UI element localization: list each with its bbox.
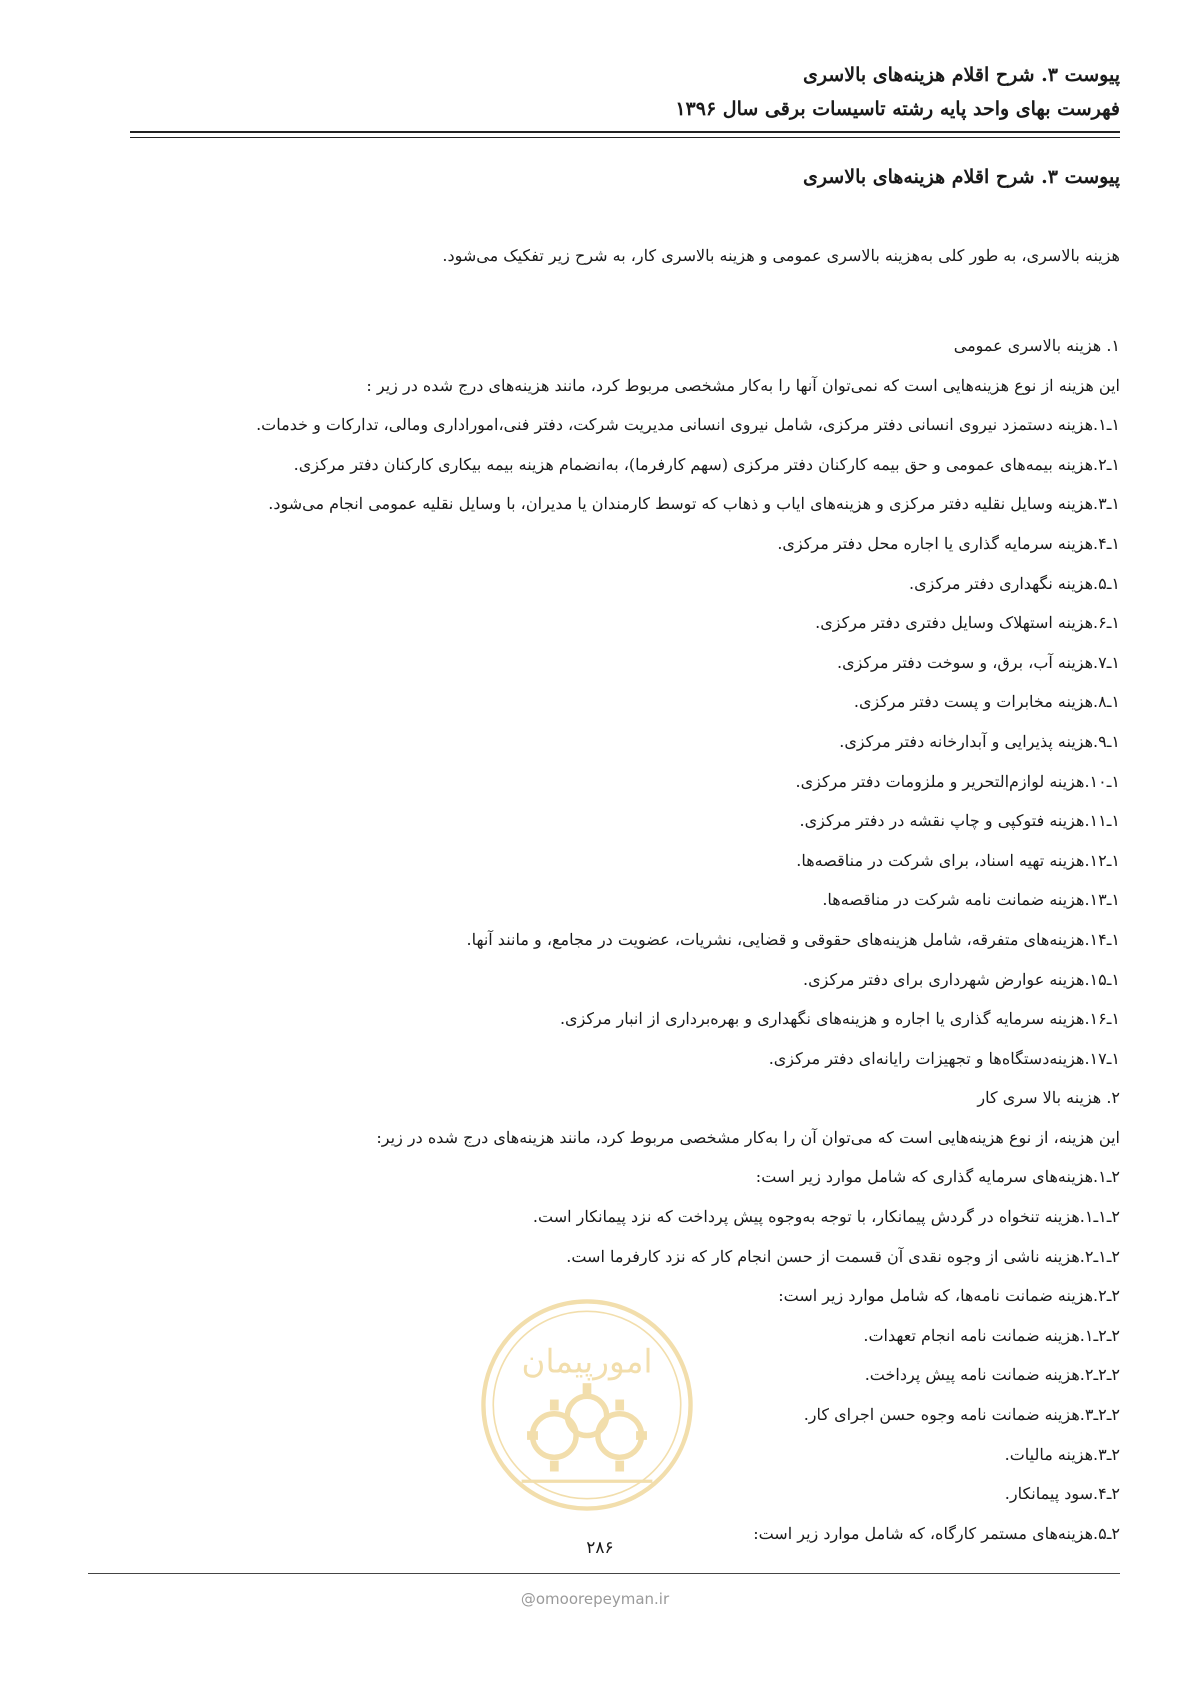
list-item: ۲ـ۴.سود پیمانکار. [1004, 1484, 1120, 1504]
list-item: ۲. هزینه بالا سری کار [977, 1088, 1120, 1108]
section-title: پیوست ۳. شرح اقلام هزینه‌های بالاسری [802, 166, 1120, 188]
list-item: ۱ـ۴.هزینه سرمایه گذاری یا اجاره محل دفتر مرکزی. [777, 533, 1120, 553]
list-item: ۱ـ۹.هزینه پذیرایی و آبدارخانه دفتر مرکزی. [839, 731, 1120, 751]
list-item: ۲ـ۱.هزینه‌های سرمایه گذاری که شامل موارد زیر است: [755, 1167, 1120, 1187]
list-item: ۲ـ۲ـ۱.هزینه ضمانت نامه انجام تعهدات. [863, 1325, 1120, 1345]
list-item: ۱ـ۲.هزینه بیمه‌های عمومی و حق بیمه کارکنان دفتر مرکزی (سهم کارفرما)، به‌انضمام هزینه بیمه بیکاری کارکنان دفتر مرکزی. [293, 454, 1120, 474]
header-rule-thin [130, 137, 1120, 138]
list-item: ۱ـ۵.هزینه نگهداری دفتر مرکزی. [909, 573, 1120, 593]
list-item: ۱ـ۱.هزینه دستمزد نیروی انسانی دفتر مرکزی، شامل نیروی انسانی مدیریت شرکت، دفتر فنی،اموراداری ومالی، تدارکات و خدمات. [256, 415, 1120, 435]
list-item: ۱ـ۱۵.هزینه عوارض شهرداری برای دفتر مرکزی. [803, 969, 1120, 989]
list-item: ۱ـ۱۳.هزینه ضمانت نامه شرکت در مناقصه‌ها. [822, 890, 1120, 910]
header-rule-thick [130, 131, 1120, 133]
list-item: ۲ـ۳.هزینه مالیات. [1004, 1444, 1120, 1464]
list-item: ۱ـ۱۲.هزینه تهیه اسناد، برای شرکت در مناقصه‌ها. [796, 850, 1120, 870]
list-item: ۲ـ۵.هزینه‌های مستمر کارگاه، که شامل موارد زیر است: [753, 1523, 1120, 1543]
list-item: ۱ـ۱۷.هزینه‌دستگاه‌ها و تجهیزات رایانه‌ای دفتر مرکزی. [768, 1048, 1120, 1068]
list-item: ۱ـ۳.هزینه وسایل نقلیه دفتر مرکزی و هزینه‌های ایاب و ذهاب که توسط کارمندان یا مدیران، با وسایل نقلیه عمومی انجام می‌شود. [268, 494, 1120, 514]
list-item: ۱ـ۱۶.هزینه سرمایه گذاری یا اجاره و هزینه‌های نگهداری و بهره‌برداری از انبار مرکزی. [559, 1009, 1120, 1029]
list-item: ۱ـ۱۰.هزینه لوازم‌التحریر و ملزومات دفتر مرکزی. [795, 771, 1120, 791]
header-appendix-title: پیوست ۳. شرح اقلام هزینه‌های بالاسری [802, 64, 1120, 86]
list-item: ۲ـ۲ـ۲.هزینه ضمانت نامه پیش پرداخت. [864, 1365, 1120, 1385]
list-item: ۱ـ۶.هزینه استهلاک وسایل دفتری دفتر مرکزی. [815, 613, 1120, 633]
intro-paragraph: هزینه بالاسری، به طور کلی به‌هزینه بالاسری عمومی و هزینه بالاسری کار، به شرح زیر تفکیک می‌شود. [442, 246, 1120, 265]
header-price-list-title: فهرست بهای واحد پایه رشته تاسیسات برقی سال ۱۳۹۶ [675, 98, 1120, 120]
list-item: ۱ـ۱۴.هزینه‌های متفرقه، شامل هزینه‌های حقوقی و قضایی، نشریات، عضویت در مجامع، و مانند آنها. [466, 929, 1120, 949]
list-item: ۱ـ۷.هزینه آب، برق، و سوخت دفتر مرکزی. [836, 652, 1120, 672]
list-item: ۱. هزینه بالاسری عمومی [953, 336, 1120, 355]
page-header [130, 58, 1120, 126]
footer-rule [88, 1573, 1120, 1574]
page-number: ۲۸۶ [586, 1538, 614, 1558]
list-item: ۲ـ۱ـ۱.هزینه تنخواه در گردش پیمانکار، با توجه به‌وجوه پیش پرداخت که نزد پیمانکار است. [532, 1207, 1120, 1227]
list-item: ۲ـ۲.هزینه ضمانت نامه‌ها، که شامل موارد زیر است: [778, 1286, 1120, 1306]
list-item: ۲ـ۱ـ۲.هزینه ناشی از وجوه نقدی آن قسمت از حسن انجام کار که نزد کارفرما است. [566, 1246, 1120, 1266]
list-item: این هزینه از نوع هزینه‌هایی است که نمی‌توان آنها را به‌کار مشخصی مربوط کرد، مانند هزینه‌های درج شده در زیر : [366, 375, 1120, 395]
list-item: ۱ـ۱۱.هزینه فتوکپی و چاپ نقشه در دفتر مرکزی. [799, 811, 1120, 831]
list-item: این هزینه، از نوع هزینه‌هایی است که می‌توان آن را به‌کار مشخصی مربوط کرد، مانند هزینه‌های درج شده در زیر: [376, 1127, 1120, 1147]
overhead-items-list [130, 326, 1120, 1553]
list-item: ۱ـ۸.هزینه مخابرات و پست دفتر مرکزی. [853, 692, 1120, 712]
footer-website: @omoorepeyman.ir [520, 1590, 670, 1608]
list-item: ۲ـ۲ـ۳.هزینه ضمانت نامه وجوه حسن اجرای کار. [803, 1405, 1120, 1425]
watermark-text: امورپیمان [521, 1342, 653, 1381]
